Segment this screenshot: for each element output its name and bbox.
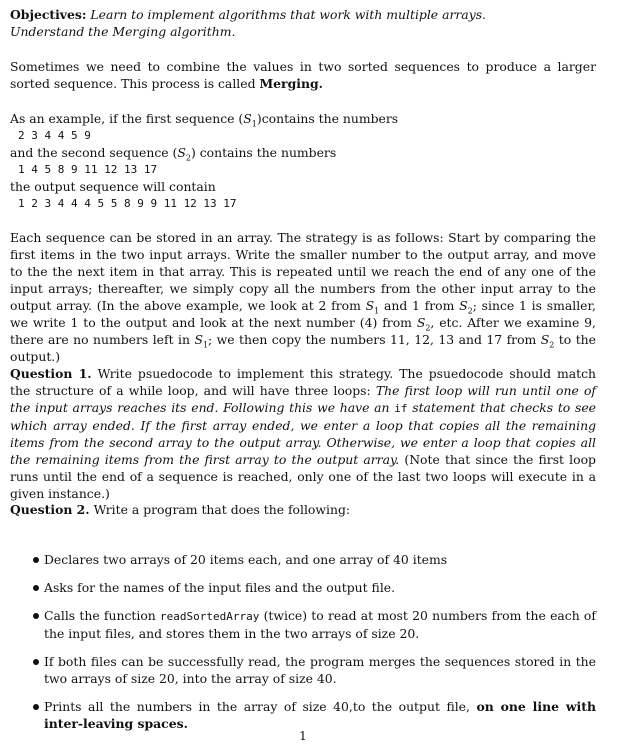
bullet-icon <box>33 659 39 665</box>
strategy-s2c-letter: S <box>540 332 550 347</box>
example-block <box>10 110 596 212</box>
strategy-part1: Each sequence can be stored in an array. The strategy is as follows: Start by comparing the first items in the two input arrays. Write the smaller number to the output array, and move to the the next item in that array. This is repeated until we reach the end of any one of the input arrays; thereafter, we simply copy all the numbers from the other input array to the output array. (In the above example, we look at 2 from <box>10 230 596 313</box>
requirements-list <box>10 551 596 732</box>
example-line2-post: ) contains the numbers <box>190 145 337 160</box>
intro-text: Sometimes we need to combine the values in two sorted sequences to produce a larger sorted sequence. This process is called <box>10 59 596 91</box>
example-line3: the output sequence will contain <box>10 179 216 194</box>
example-line1 <box>10 110 596 127</box>
bullet-5-bold: on one line with inter-leaving spaces. <box>44 699 596 731</box>
bullet-icon <box>33 585 39 591</box>
strategy-part6: to the output.) <box>10 332 596 364</box>
intro-term: Merging. <box>259 76 323 91</box>
question-2 <box>10 501 596 518</box>
strategy-s2b-sub: 2 <box>425 323 431 333</box>
strategy-s1b-sub: 1 <box>202 340 209 350</box>
bullet-icon <box>33 613 39 619</box>
bullet-3-post: (twice) to read at most 20 numbers from the each of the input files, and stores them in the two arrays of size 20. <box>44 608 596 641</box>
s1-symbol <box>243 111 257 129</box>
strategy-s2c <box>540 332 555 350</box>
question-2-label: Question 2. <box>10 502 90 517</box>
objectives-label: Objectives: <box>10 7 87 22</box>
bullet-3-code: readSortedArray <box>160 610 260 623</box>
bullet-1-text: Declares two arrays of 20 items each, and one array of 40 items <box>44 552 448 567</box>
strategy-s1b <box>194 332 209 350</box>
strategy-s1 <box>365 298 380 316</box>
question-1-label: Question 1. <box>10 366 92 381</box>
objectives-line1: Learn to implement algorithms that work with multiple arrays. <box>90 7 486 22</box>
s2-sub: 2 <box>185 153 191 163</box>
strategy-s1b-letter: S <box>194 332 203 347</box>
strategy-s2c-sub: 2 <box>549 340 555 350</box>
list-item <box>10 653 596 687</box>
strategy-part4: , etc. After we examine 9, there are no numbers left in <box>10 315 596 347</box>
strategy-paragraph <box>10 229 596 365</box>
list-item <box>10 698 596 732</box>
objectives-line2: Understand the Merging algorithm. <box>10 24 236 39</box>
question-1-italic1: The first loop will run until one of the input arrays reaches its end. Following this we have an <box>10 383 596 415</box>
question-1 <box>10 365 596 502</box>
strategy-part5: ; we then copy the numbers 11, 12, 13 and 17 from <box>208 332 541 347</box>
s1-sub: 1 <box>251 119 257 129</box>
s2-symbol <box>177 145 191 163</box>
strategy-s2b <box>416 315 431 333</box>
example-line1-post: )contains the numbers <box>256 111 399 126</box>
bullet-4-text: If both files can be successfully read, the program merges the sequences stored in the two arrays of size 20, into the array of size 40. <box>44 654 596 686</box>
sequence-output: 1 2 3 4 4 4 5 5 8 9 9 11 12 13 17 <box>18 197 237 210</box>
strategy-s1-sub: 1 <box>374 306 380 316</box>
intro-paragraph <box>10 58 596 92</box>
page-number: 1 <box>299 729 307 743</box>
s2-letter: S <box>177 145 186 160</box>
question-1-italic2: statement that checks to see which array ended. If the first array ended, we enter a loop that copies all the remaining items from the second array to the output array. Otherwise, we enter a loop that copies all the remaining items from the first array to the output array. <box>10 400 597 467</box>
strategy-s2b-letter: S <box>416 315 426 330</box>
bullet-icon <box>33 557 39 563</box>
strategy-s1-letter: S <box>365 298 375 313</box>
strategy-part2: and 1 from <box>379 298 460 313</box>
s1-letter: S <box>243 111 252 126</box>
example-line1-pre: As an example, if the first sequence ( <box>10 111 244 126</box>
strategy-s2-sub: 2 <box>467 306 473 316</box>
bullet-5-pre: Prints all the numbers in the array of size 40,to the output file, <box>44 699 477 714</box>
question-2-text: Write a program that does the following: <box>89 502 351 517</box>
bullet-icon <box>33 704 39 710</box>
question-1-code: if <box>394 402 408 415</box>
bullet-2-text: Asks for the names of the input files and the output file. <box>44 580 396 595</box>
list-item <box>10 607 596 642</box>
question-1-text1: Write psuedocode to implement this strategy. The psuedocode should match the structure of a while loop, and will have three loops: <box>10 366 596 398</box>
bullet-3-pre: Calls the function <box>44 608 160 623</box>
strategy-part3: ; since 1 is smaller, we write 1 to the output and look at the next number (4) from <box>10 298 596 330</box>
sequence-2: 1 4 5 8 9 11 12 13 17 <box>18 163 158 176</box>
strategy-s2 <box>459 298 473 316</box>
list-item <box>10 579 596 596</box>
strategy-s2-letter: S <box>459 298 468 313</box>
example-line2-pre: and the second sequence ( <box>10 145 178 160</box>
sequence-1: 2 3 4 4 5 9 <box>18 129 91 142</box>
list-item <box>10 551 596 568</box>
example-line2 <box>10 144 596 161</box>
question-1-text2: (Note that since the first loop runs until the end of a sequence is reached, only one of the last two loops will execute in a given instance.) <box>10 452 596 501</box>
objectives <box>10 6 596 40</box>
